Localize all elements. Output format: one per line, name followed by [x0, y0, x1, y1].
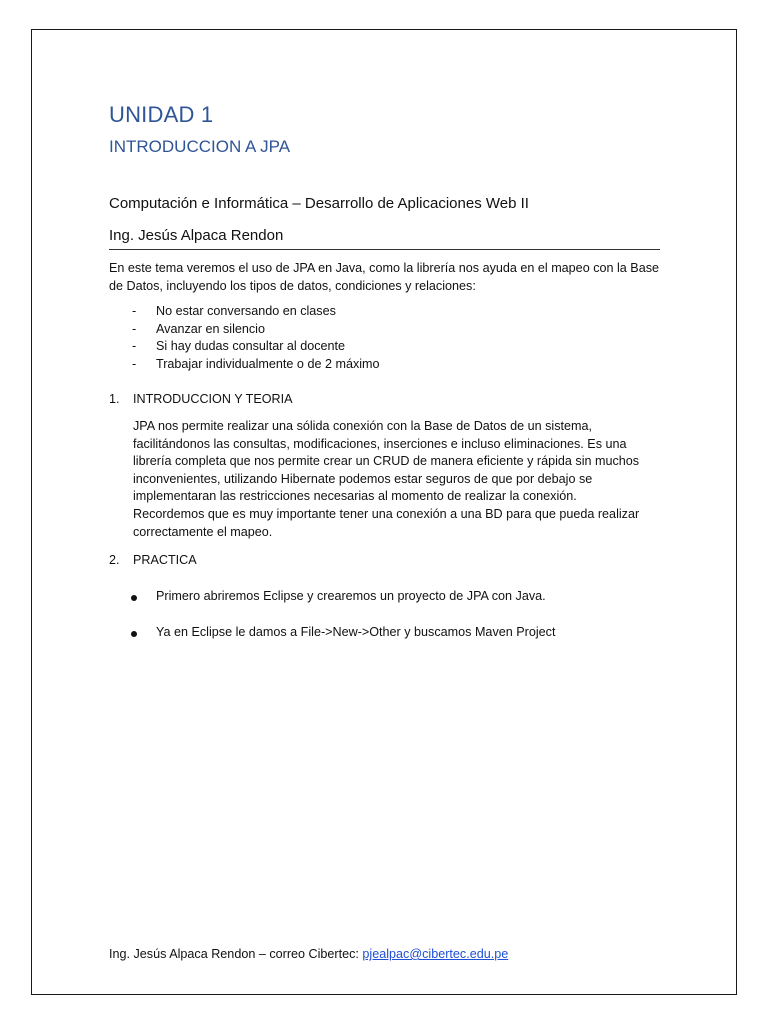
list-item	[109, 338, 380, 356]
list-item-text: Primero abriremos Eclipse y crearemos un proyecto de JPA con Java.	[156, 589, 546, 603]
paragraph-line: librería completa que nos permite crear un CRUD de manera eficiente y rápida sin muchos	[133, 454, 640, 469]
dash-marker: -	[132, 339, 137, 353]
email-link[interactable]: pjealpac@cibertec.edu.pe	[362, 947, 509, 961]
section-number: 2.	[109, 553, 120, 567]
section-heading-intro	[109, 391, 293, 409]
intro-paragraph	[109, 260, 669, 295]
paragraph-line: inconvenientes, utilizando Hibernate podemos estar seguros de que por debajo se	[133, 471, 593, 486]
header-divider	[109, 249, 660, 250]
paragraph-line: correctamente el mapeo.	[133, 524, 273, 539]
unit-title: UNIDAD 1	[109, 102, 214, 127]
dash-marker: -	[132, 304, 137, 318]
list-item-text: No estar conversando en clases	[156, 304, 336, 318]
section-title: PRACTICA	[133, 553, 197, 567]
intro-line: En este tema veremos el uso de JPA en Java, como la librería nos ayuda en el mapeo con la Base	[109, 261, 660, 275]
list-item	[109, 321, 380, 339]
paragraph-line: facilitándonos las consultas, modificaciones, inserciones e incluso eliminaciones. Es una	[133, 436, 627, 451]
bullet-icon	[131, 631, 137, 637]
paragraph-line: JPA nos permite realizar una sólida conexión con la Base de Datos de un sistema,	[133, 419, 592, 433]
footer-text: Ing. Jesús Alpaca Rendon – correo Cibertec:	[109, 947, 363, 961]
class-rules-list	[109, 303, 380, 373]
unit-subtitle: INTRODUCCION A JPA	[109, 137, 291, 156]
section-paragraph	[133, 418, 653, 541]
list-item-text: Avanzar en silencio	[156, 321, 265, 336]
list-item	[109, 356, 380, 374]
section-number: 1.	[109, 392, 120, 406]
bullet-icon	[131, 595, 137, 601]
list-item-text: Ya en Eclipse le damos a File->New->Other y buscamos Maven Project	[156, 624, 556, 639]
list-item	[109, 624, 555, 642]
intro-line: de Datos, incluyendo los tipos de datos, condiciones y relaciones:	[109, 278, 476, 293]
dash-marker: -	[132, 321, 137, 336]
page-footer	[109, 947, 508, 961]
paragraph-line: Recordemos que es muy importante tener una conexión a una BD para que pueda realizar	[133, 506, 640, 521]
list-item	[109, 588, 555, 606]
course-name: Computación e Informática – Desarrollo de Aplicaciones Web II	[109, 195, 529, 212]
list-item-text: Si hay dudas consultar al docente	[156, 339, 346, 353]
list-item	[109, 303, 380, 321]
section-heading-practice	[109, 552, 197, 570]
paragraph-line: implementaran las restricciones necesarias al momento de realizar la conexión.	[133, 489, 577, 504]
dash-marker: -	[132, 356, 137, 371]
section-title: INTRODUCCION Y TEORIA	[133, 392, 293, 406]
author-name: Ing. Jesús Alpaca Rendon	[109, 227, 284, 244]
list-item-text: Trabajar individualmente o de 2 máximo	[156, 356, 380, 371]
practice-bullet-list	[109, 588, 555, 659]
